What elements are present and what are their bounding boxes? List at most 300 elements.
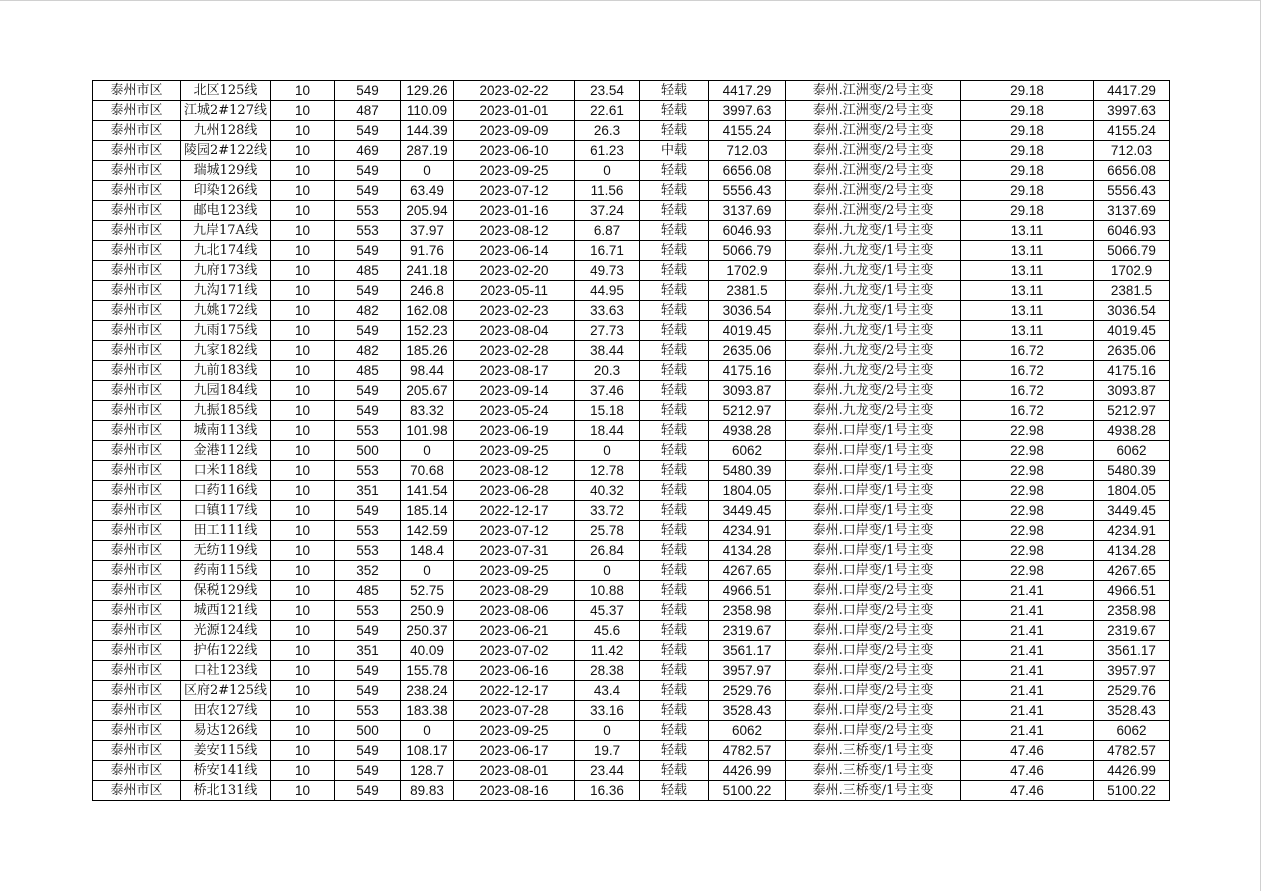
cell-district: 泰州市区 [93,521,181,541]
table-row [93,141,1170,161]
cell-voltage: 10 [271,161,335,181]
cell-transformer-load-rate: 13.11 [961,241,1094,261]
cell-available-capacity: 4966.51 [709,581,786,601]
cell-load-rate: 19.7 [575,741,640,761]
cell-peak-load: 148.4 [401,541,454,561]
cell-line: 陵园2#122线 [181,141,271,161]
cell-remaining-capacity: 2381.5 [1094,281,1170,301]
cell-available-capacity: 3137.69 [709,201,786,221]
cell-capacity: 482 [335,301,401,321]
cell-peak-load: 98.44 [401,361,454,381]
cell-remaining-capacity: 6046.93 [1094,221,1170,241]
cell-remaining-capacity: 6656.08 [1094,161,1170,181]
cell-available-capacity: 1702.9 [709,261,786,281]
table-row [93,221,1170,241]
cell-voltage: 10 [271,721,335,741]
table-row [93,321,1170,341]
cell-voltage: 10 [271,121,335,141]
cell-load-status: 轻载 [640,161,709,181]
cell-remaining-capacity: 3528.43 [1094,701,1170,721]
cell-available-capacity: 4782.57 [709,741,786,761]
cell-remaining-capacity: 6062 [1094,441,1170,461]
cell-load-rate: 49.73 [575,261,640,281]
cell-voltage: 10 [271,221,335,241]
cell-load-rate: 16.36 [575,781,640,801]
cell-district: 泰州市区 [93,241,181,261]
cell-voltage: 10 [271,461,335,481]
cell-remaining-capacity: 1702.9 [1094,261,1170,281]
cell-peak-date: 2023-09-09 [454,121,575,141]
table-row [93,161,1170,181]
cell-transformer-load-rate: 47.46 [961,741,1094,761]
cell-available-capacity: 2635.06 [709,341,786,361]
cell-line: 口社123线 [181,661,271,681]
cell-load-rate: 15.18 [575,401,640,421]
cell-peak-load: 185.14 [401,501,454,521]
cell-capacity: 549 [335,741,401,761]
cell-load-rate: 37.46 [575,381,640,401]
cell-district: 泰州市区 [93,481,181,501]
cell-district: 泰州市区 [93,601,181,621]
cell-substation: 泰州.口岸变/2号主变 [786,621,961,641]
cell-peak-date: 2023-07-12 [454,521,575,541]
cell-load-rate: 26.3 [575,121,640,141]
cell-load-status: 轻载 [640,621,709,641]
cell-capacity: 553 [335,601,401,621]
cell-remaining-capacity: 1804.05 [1094,481,1170,501]
cell-transformer-load-rate: 13.11 [961,221,1094,241]
cell-peak-load: 152.23 [401,321,454,341]
cell-substation: 泰州.九龙变/2号主变 [786,401,961,421]
cell-remaining-capacity: 6062 [1094,721,1170,741]
cell-peak-date: 2023-05-11 [454,281,575,301]
cell-peak-load: 142.59 [401,521,454,541]
cell-peak-date: 2023-01-16 [454,201,575,221]
cell-line: 田农127线 [181,701,271,721]
cell-load-rate: 0 [575,441,640,461]
cell-district: 泰州市区 [93,441,181,461]
cell-peak-load: 89.83 [401,781,454,801]
cell-peak-date: 2023-08-12 [454,461,575,481]
cell-voltage: 10 [271,521,335,541]
table-row [93,201,1170,221]
cell-substation: 泰州.口岸变/2号主变 [786,701,961,721]
cell-peak-load: 110.09 [401,101,454,121]
cell-load-status: 轻载 [640,241,709,261]
cell-peak-date: 2023-08-16 [454,781,575,801]
table-row [93,381,1170,401]
cell-transformer-load-rate: 16.72 [961,381,1094,401]
cell-available-capacity: 6656.08 [709,161,786,181]
cell-transformer-load-rate: 13.11 [961,301,1094,321]
cell-load-rate: 11.56 [575,181,640,201]
cell-line: 姜安115线 [181,741,271,761]
cell-capacity: 487 [335,101,401,121]
cell-peak-date: 2023-06-28 [454,481,575,501]
cell-peak-load: 246.8 [401,281,454,301]
cell-transformer-load-rate: 21.41 [961,701,1094,721]
table-row [93,701,1170,721]
cell-substation: 泰州.九龙变/1号主变 [786,221,961,241]
cell-transformer-load-rate: 29.18 [961,81,1094,101]
cell-remaining-capacity: 3036.54 [1094,301,1170,321]
cell-available-capacity: 5100.22 [709,781,786,801]
cell-available-capacity: 4267.65 [709,561,786,581]
table-row [93,661,1170,681]
cell-load-status: 轻载 [640,401,709,421]
cell-voltage: 10 [271,261,335,281]
cell-available-capacity: 3561.17 [709,641,786,661]
cell-substation: 泰州.九龙变/1号主变 [786,241,961,261]
cell-load-status: 轻载 [640,721,709,741]
cell-load-status: 轻载 [640,761,709,781]
cell-available-capacity: 6062 [709,441,786,461]
cell-capacity: 482 [335,341,401,361]
cell-capacity: 549 [335,181,401,201]
cell-line: 九前183线 [181,361,271,381]
cell-line: 瑞城129线 [181,161,271,181]
cell-load-status: 轻载 [640,281,709,301]
cell-load-rate: 43.4 [575,681,640,701]
cell-peak-date: 2023-07-28 [454,701,575,721]
cell-voltage: 10 [271,301,335,321]
table-row [93,601,1170,621]
cell-peak-load: 241.18 [401,261,454,281]
cell-load-rate: 27.73 [575,321,640,341]
cell-peak-load: 185.26 [401,341,454,361]
cell-substation: 泰州.江洲变/2号主变 [786,101,961,121]
cell-load-rate: 38.44 [575,341,640,361]
cell-line: 北区125线 [181,81,271,101]
cell-peak-date: 2023-06-17 [454,741,575,761]
cell-substation: 泰州.九龙变/2号主变 [786,381,961,401]
table-row [93,481,1170,501]
table-row [93,261,1170,281]
cell-capacity: 549 [335,681,401,701]
cell-peak-load: 101.98 [401,421,454,441]
cell-load-rate: 18.44 [575,421,640,441]
cell-load-rate: 11.42 [575,641,640,661]
cell-remaining-capacity: 4417.29 [1094,81,1170,101]
cell-voltage: 10 [271,601,335,621]
cell-load-rate: 44.95 [575,281,640,301]
cell-remaining-capacity: 3137.69 [1094,201,1170,221]
cell-peak-load: 250.9 [401,601,454,621]
cell-remaining-capacity: 3997.63 [1094,101,1170,121]
cell-load-status: 轻载 [640,101,709,121]
cell-peak-load: 183.38 [401,701,454,721]
cell-voltage: 10 [271,441,335,461]
table-row [93,721,1170,741]
cell-line: 九府173线 [181,261,271,281]
cell-substation: 泰州.口岸变/2号主变 [786,601,961,621]
cell-remaining-capacity: 3957.97 [1094,661,1170,681]
cell-substation: 泰州.口岸变/2号主变 [786,661,961,681]
cell-capacity: 485 [335,361,401,381]
cell-peak-load: 205.67 [401,381,454,401]
cell-substation: 泰州.口岸变/1号主变 [786,561,961,581]
cell-peak-load: 70.68 [401,461,454,481]
cell-remaining-capacity: 5480.39 [1094,461,1170,481]
cell-transformer-load-rate: 29.18 [961,161,1094,181]
cell-line: 易达126线 [181,721,271,741]
cell-transformer-load-rate: 21.41 [961,621,1094,641]
cell-peak-date: 2023-07-12 [454,181,575,201]
cell-transformer-load-rate: 22.98 [961,521,1094,541]
cell-remaining-capacity: 3561.17 [1094,641,1170,661]
cell-line: 城西121线 [181,601,271,621]
cell-voltage: 10 [271,701,335,721]
cell-load-rate: 0 [575,561,640,581]
cell-line: 邮电123线 [181,201,271,221]
cell-remaining-capacity: 2635.06 [1094,341,1170,361]
cell-transformer-load-rate: 29.18 [961,121,1094,141]
cell-line: 桥安141线 [181,761,271,781]
cell-line: 九雨175线 [181,321,271,341]
cell-substation: 泰州.三桥变/1号主变 [786,741,961,761]
cell-transformer-load-rate: 13.11 [961,261,1094,281]
cell-capacity: 500 [335,441,401,461]
cell-load-status: 轻载 [640,641,709,661]
cell-substation: 泰州.九龙变/1号主变 [786,281,961,301]
cell-available-capacity: 3997.63 [709,101,786,121]
cell-line: 印染126线 [181,181,271,201]
cell-peak-load: 0 [401,441,454,461]
cell-transformer-load-rate: 22.98 [961,441,1094,461]
cell-available-capacity: 3093.87 [709,381,786,401]
cell-line: 九州128线 [181,121,271,141]
cell-transformer-load-rate: 22.98 [961,421,1094,441]
cell-load-status: 中载 [640,141,709,161]
cell-peak-load: 63.49 [401,181,454,201]
cell-load-rate: 26.84 [575,541,640,561]
cell-peak-load: 0 [401,161,454,181]
cell-capacity: 485 [335,581,401,601]
cell-available-capacity: 4019.45 [709,321,786,341]
cell-load-status: 轻载 [640,381,709,401]
cell-district: 泰州市区 [93,121,181,141]
cell-peak-date: 2023-07-31 [454,541,575,561]
cell-load-status: 轻载 [640,701,709,721]
cell-line: 九北174线 [181,241,271,261]
cell-district: 泰州市区 [93,741,181,761]
cell-remaining-capacity: 4267.65 [1094,561,1170,581]
cell-load-rate: 25.78 [575,521,640,541]
cell-district: 泰州市区 [93,421,181,441]
cell-district: 泰州市区 [93,301,181,321]
cell-capacity: 500 [335,721,401,741]
cell-available-capacity: 4175.16 [709,361,786,381]
cell-transformer-load-rate: 21.41 [961,641,1094,661]
cell-capacity: 549 [335,81,401,101]
cell-voltage: 10 [271,781,335,801]
cell-transformer-load-rate: 16.72 [961,341,1094,361]
cell-district: 泰州市区 [93,681,181,701]
table-row [93,641,1170,661]
cell-capacity: 549 [335,501,401,521]
cell-load-status: 轻载 [640,261,709,281]
cell-capacity: 553 [335,701,401,721]
cell-line: 九沟171线 [181,281,271,301]
cell-load-status: 轻载 [640,441,709,461]
cell-peak-load: 0 [401,561,454,581]
cell-capacity: 553 [335,221,401,241]
cell-voltage: 10 [271,621,335,641]
cell-remaining-capacity: 4019.45 [1094,321,1170,341]
cell-transformer-load-rate: 29.18 [961,201,1094,221]
cell-line: 田工111线 [181,521,271,541]
cell-load-status: 轻载 [640,221,709,241]
cell-available-capacity: 5480.39 [709,461,786,481]
cell-district: 泰州市区 [93,701,181,721]
cell-line: 无纺119线 [181,541,271,561]
cell-load-rate: 45.6 [575,621,640,641]
cell-load-status: 轻载 [640,461,709,481]
cell-capacity: 549 [335,121,401,141]
cell-substation: 泰州.江洲变/2号主变 [786,201,961,221]
cell-substation: 泰州.口岸变/1号主变 [786,461,961,481]
cell-district: 泰州市区 [93,161,181,181]
cell-transformer-load-rate: 29.18 [961,101,1094,121]
cell-district: 泰州市区 [93,501,181,521]
table-row [93,241,1170,261]
table-row [93,581,1170,601]
cell-remaining-capacity: 2529.76 [1094,681,1170,701]
cell-transformer-load-rate: 21.41 [961,721,1094,741]
cell-peak-load: 108.17 [401,741,454,761]
cell-line: 口药116线 [181,481,271,501]
cell-load-rate: 33.63 [575,301,640,321]
table-row [93,621,1170,641]
cell-remaining-capacity: 3093.87 [1094,381,1170,401]
cell-peak-date: 2023-08-06 [454,601,575,621]
cell-substation: 泰州.江洲变/2号主变 [786,121,961,141]
cell-district: 泰州市区 [93,401,181,421]
cell-capacity: 549 [335,241,401,261]
cell-capacity: 549 [335,321,401,341]
cell-remaining-capacity: 5556.43 [1094,181,1170,201]
cell-available-capacity: 4234.91 [709,521,786,541]
cell-peak-date: 2023-01-01 [454,101,575,121]
cell-load-status: 轻载 [640,81,709,101]
cell-available-capacity: 4426.99 [709,761,786,781]
cell-transformer-load-rate: 22.98 [961,501,1094,521]
cell-capacity: 549 [335,161,401,181]
cell-substation: 泰州.九龙变/2号主变 [786,361,961,381]
cell-substation: 泰州.江洲变/2号主变 [786,81,961,101]
cell-load-status: 轻载 [640,681,709,701]
cell-load-status: 轻载 [640,321,709,341]
cell-available-capacity: 2381.5 [709,281,786,301]
table-row [93,561,1170,581]
cell-district: 泰州市区 [93,381,181,401]
cell-remaining-capacity: 2358.98 [1094,601,1170,621]
cell-peak-load: 155.78 [401,661,454,681]
cell-load-status: 轻载 [640,541,709,561]
cell-remaining-capacity: 5066.79 [1094,241,1170,261]
cell-transformer-load-rate: 22.98 [961,461,1094,481]
cell-peak-load: 141.54 [401,481,454,501]
cell-load-status: 轻载 [640,421,709,441]
cell-peak-load: 162.08 [401,301,454,321]
cell-peak-load: 129.26 [401,81,454,101]
cell-substation: 泰州.三桥变/1号主变 [786,761,961,781]
cell-capacity: 553 [335,521,401,541]
cell-load-rate: 22.61 [575,101,640,121]
cell-peak-date: 2023-09-25 [454,161,575,181]
cell-available-capacity: 6062 [709,721,786,741]
table-row [93,741,1170,761]
table-row [93,461,1170,481]
cell-peak-date: 2023-06-21 [454,621,575,641]
cell-voltage: 10 [271,361,335,381]
cell-remaining-capacity: 4155.24 [1094,121,1170,141]
cell-peak-load: 238.24 [401,681,454,701]
table-row [93,181,1170,201]
cell-load-status: 轻载 [640,121,709,141]
cell-load-rate: 61.23 [575,141,640,161]
cell-transformer-load-rate: 16.72 [961,401,1094,421]
cell-load-status: 轻载 [640,661,709,681]
table-row [93,361,1170,381]
cell-line: 光源124线 [181,621,271,641]
cell-capacity: 553 [335,421,401,441]
cell-peak-date: 2023-06-14 [454,241,575,261]
cell-peak-load: 205.94 [401,201,454,221]
cell-peak-date: 2023-09-25 [454,561,575,581]
cell-transformer-load-rate: 22.98 [961,561,1094,581]
cell-capacity: 549 [335,661,401,681]
cell-district: 泰州市区 [93,221,181,241]
cell-district: 泰州市区 [93,561,181,581]
cell-peak-load: 250.37 [401,621,454,641]
cell-district: 泰州市区 [93,761,181,781]
cell-peak-date: 2023-05-24 [454,401,575,421]
cell-load-status: 轻载 [640,601,709,621]
cell-transformer-load-rate: 29.18 [961,141,1094,161]
cell-district: 泰州市区 [93,81,181,101]
table-row [93,81,1170,101]
cell-voltage: 10 [271,181,335,201]
table-row [93,761,1170,781]
cell-capacity: 351 [335,481,401,501]
cell-remaining-capacity: 4938.28 [1094,421,1170,441]
cell-load-rate: 37.24 [575,201,640,221]
cell-transformer-load-rate: 21.41 [961,581,1094,601]
table-body [93,81,1170,801]
cell-line: 区府2#125线 [181,681,271,701]
cell-load-rate: 12.78 [575,461,640,481]
cell-remaining-capacity: 4966.51 [1094,581,1170,601]
cell-substation: 泰州.九龙变/1号主变 [786,321,961,341]
cell-load-rate: 28.38 [575,661,640,681]
cell-line: 城南113线 [181,421,271,441]
cell-voltage: 10 [271,341,335,361]
cell-voltage: 10 [271,581,335,601]
cell-load-status: 轻载 [640,341,709,361]
cell-peak-load: 287.19 [401,141,454,161]
table-row [93,441,1170,461]
cell-substation: 泰州.九龙变/1号主变 [786,261,961,281]
cell-peak-date: 2023-08-17 [454,361,575,381]
cell-transformer-load-rate: 21.41 [961,601,1094,621]
cell-district: 泰州市区 [93,101,181,121]
cell-available-capacity: 712.03 [709,141,786,161]
cell-voltage: 10 [271,761,335,781]
cell-available-capacity: 2529.76 [709,681,786,701]
cell-capacity: 549 [335,761,401,781]
cell-capacity: 469 [335,141,401,161]
